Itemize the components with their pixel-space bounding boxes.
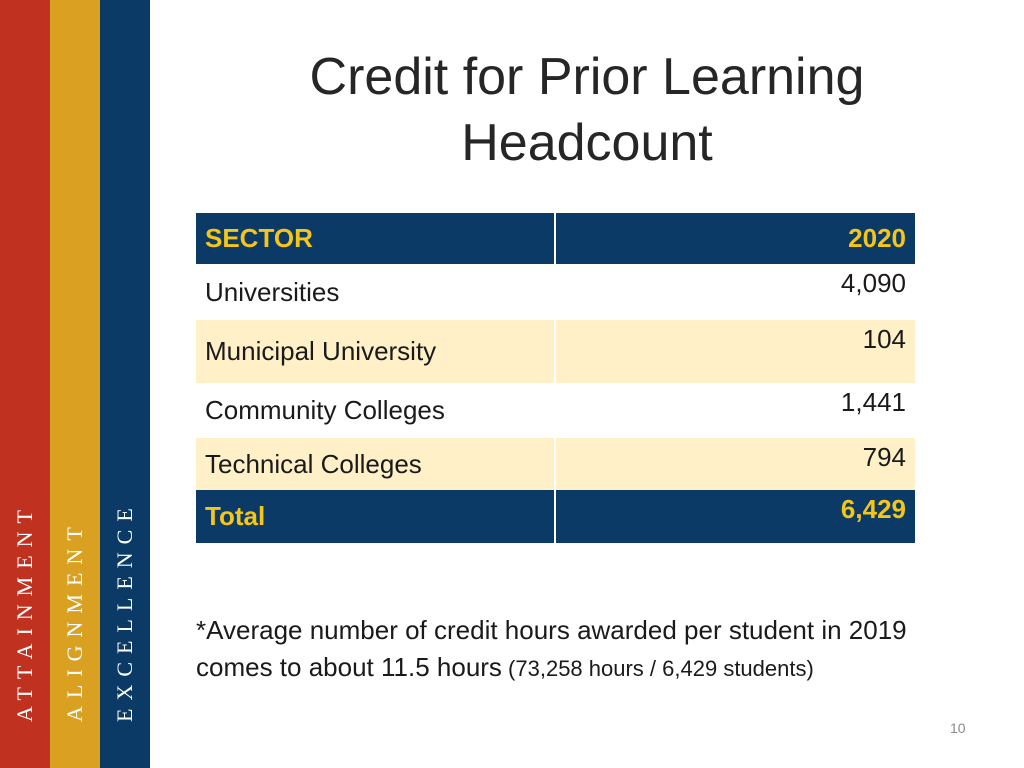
row-sector-label: Universities <box>196 264 555 320</box>
headcount-table <box>196 213 915 543</box>
sidebar-stripe-navy <box>100 0 150 768</box>
footnote-main: *Average number of credit hours awarded per student in 2019 comes to about 11.5 hours <box>196 615 907 682</box>
table-header-row <box>196 213 915 264</box>
row-value: 4,090 <box>840 268 906 298</box>
slide-title <box>150 44 1024 176</box>
footnote-detail: (73,258 hours / 6,429 students) <box>501 656 814 681</box>
total-value: 6,429 <box>555 490 915 543</box>
row-value: 1,441 <box>840 387 906 417</box>
table-row <box>196 264 915 320</box>
table-row <box>196 383 915 438</box>
sidebar-stripe-gold <box>50 0 100 768</box>
sidebar-word-alignment: ALIGNMENT <box>62 519 87 722</box>
row-sector-label: Community Colleges <box>196 383 555 438</box>
sidebar-stripe-red <box>0 0 50 768</box>
row-value: 104 <box>555 320 915 383</box>
row-sector-label: Municipal University <box>196 320 555 383</box>
row-value: 794 <box>555 438 915 490</box>
table-row <box>196 320 915 383</box>
slide-title-line1: Credit for Prior Learning <box>309 48 865 106</box>
sidebar-word-attainment: ATTAINMENT <box>12 502 37 722</box>
footnote <box>196 612 936 687</box>
header-sector: SECTOR <box>196 213 555 264</box>
slide-title-line2: Headcount <box>461 114 713 172</box>
page-number: 10 <box>950 720 966 736</box>
header-year: 2020 <box>555 213 915 264</box>
table-total-row <box>196 490 915 543</box>
sidebar-word-excellence: EXCELLENCE <box>112 500 137 722</box>
table-row <box>196 438 915 490</box>
total-label: Total <box>196 490 555 543</box>
row-sector-label: Technical Colleges <box>196 438 555 490</box>
